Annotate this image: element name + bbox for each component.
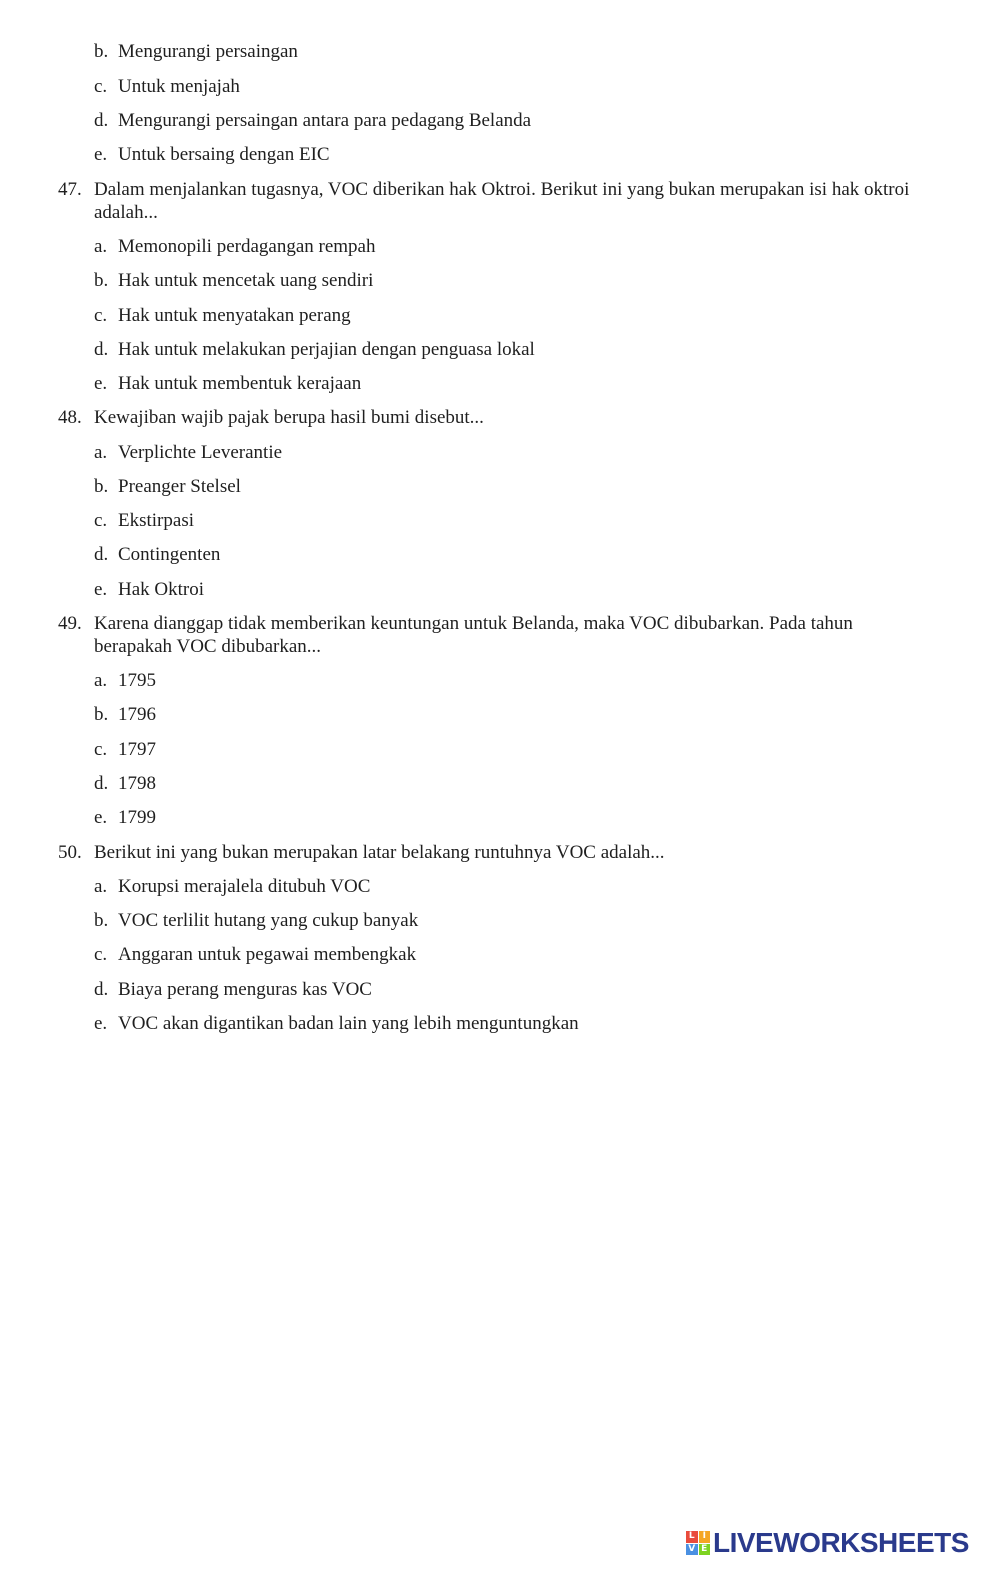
option-text: 1797 — [118, 739, 156, 760]
option-letter: c. — [94, 739, 108, 760]
option-text: 1796 — [118, 704, 156, 725]
option-48-c — [94, 509, 194, 532]
option-letter: c. — [94, 305, 108, 326]
option-49-a — [94, 669, 156, 692]
option-49-d — [94, 772, 156, 795]
option-49-b — [94, 703, 156, 726]
option-text: Hak untuk menyatakan perang — [118, 305, 351, 326]
option-50-b — [94, 909, 418, 932]
option-46-e — [94, 143, 330, 166]
option-letter: b. — [94, 476, 109, 497]
option-47-a — [94, 235, 375, 258]
option-48-d — [94, 543, 220, 566]
option-49-e — [94, 806, 156, 829]
brand-name: LIVEWORKSHEETS — [713, 1527, 969, 1558]
option-text: Ekstirpasi — [118, 510, 194, 531]
option-letter: b. — [94, 704, 109, 725]
question-number: 48. — [58, 407, 82, 428]
liveworksheets-brand — [686, 1528, 969, 1558]
option-letter: c. — [94, 510, 108, 531]
option-47-c — [94, 304, 351, 327]
option-text: VOC akan digantikan badan lain yang lebih menguntungkan — [118, 1013, 579, 1034]
option-text: Mengurangi persaingan — [118, 41, 298, 62]
question-47 — [58, 178, 914, 224]
option-text: Hak Oktroi — [118, 579, 205, 600]
option-text: Mengurangi persaingan antara para pedagang Belanda — [118, 110, 532, 131]
option-letter: d. — [94, 110, 109, 131]
option-letter: b. — [94, 41, 109, 62]
option-49-c — [94, 738, 156, 761]
option-text: Verplichte Leverantie — [118, 442, 283, 463]
option-46-b — [94, 40, 298, 63]
logo-tile: L — [686, 1531, 698, 1543]
logo-tile: I — [699, 1531, 711, 1543]
option-text: VOC terlilit hutang yang cukup banyak — [118, 910, 419, 931]
option-text: Contingenten — [118, 544, 221, 565]
option-letter: e. — [94, 373, 108, 394]
option-text: Untuk menjajah — [118, 76, 240, 97]
option-46-c — [94, 75, 240, 98]
question-49 — [58, 612, 914, 658]
option-text: Memonopili perdagangan rempah — [118, 236, 376, 257]
option-text: Korupsi merajalela ditubuh VOC — [118, 876, 371, 897]
option-letter: d. — [94, 339, 109, 360]
question-50 — [58, 841, 914, 864]
option-letter: e. — [94, 579, 108, 600]
option-50-a — [94, 875, 370, 898]
option-text: Biaya perang menguras kas VOC — [118, 979, 372, 1000]
question-text: Karena dianggap tidak memberikan keuntungan untuk Belanda, maka VOC dibubarkan. Pada tahun berapakah VOC dibubarkan... — [94, 613, 853, 657]
question-text: Dalam menjalankan tugasnya, VOC diberikan hak Oktroi. Berikut ini yang bukan merupakan isi hak oktroi adalah... — [94, 179, 910, 223]
question-text: Berikut ini yang bukan merupakan latar belakang runtuhnya VOC adalah... — [94, 842, 665, 863]
option-letter: c. — [94, 76, 108, 97]
option-letter: a. — [94, 236, 108, 257]
option-47-d — [94, 338, 535, 361]
liveworksheets-logo-icon — [686, 1531, 710, 1555]
option-50-d — [94, 978, 372, 1001]
option-letter: b. — [94, 270, 109, 291]
option-letter: a. — [94, 670, 108, 691]
option-text: Hak untuk mencetak uang sendiri — [118, 270, 374, 291]
option-text: 1798 — [118, 773, 156, 794]
option-text: Untuk bersaing dengan EIC — [118, 144, 330, 165]
logo-tile: E — [699, 1544, 711, 1556]
option-48-e — [94, 578, 204, 601]
option-text: 1799 — [118, 807, 156, 828]
option-letter: d. — [94, 544, 109, 565]
question-number: 50. — [58, 842, 82, 863]
logo-tile: V — [686, 1544, 698, 1556]
option-48-b — [94, 475, 241, 498]
option-46-d — [94, 109, 531, 132]
option-text: Anggaran untuk pegawai membengkak — [118, 944, 417, 965]
option-50-e — [94, 1012, 579, 1035]
option-letter: e. — [94, 144, 108, 165]
option-47-e — [94, 372, 361, 395]
question-48 — [58, 406, 914, 429]
option-letter: a. — [94, 876, 108, 897]
option-text: 1795 — [118, 670, 156, 691]
option-48-a — [94, 441, 282, 464]
option-letter: d. — [94, 979, 109, 1000]
option-47-b — [94, 269, 373, 292]
option-letter: d. — [94, 773, 109, 794]
option-50-c — [94, 943, 416, 966]
question-number: 47. — [58, 179, 82, 200]
option-text: Hak untuk membentuk kerajaan — [118, 373, 362, 394]
question-number: 49. — [58, 613, 82, 634]
option-letter: a. — [94, 442, 108, 463]
option-text: Preanger Stelsel — [118, 476, 241, 497]
question-text: Kewajiban wajib pajak berupa hasil bumi disebut... — [94, 407, 484, 428]
option-text: Hak untuk melakukan perjajian dengan penguasa lokal — [118, 339, 535, 360]
option-letter: b. — [94, 910, 109, 931]
option-letter: e. — [94, 1013, 108, 1034]
option-letter: c. — [94, 944, 108, 965]
option-letter: e. — [94, 807, 108, 828]
